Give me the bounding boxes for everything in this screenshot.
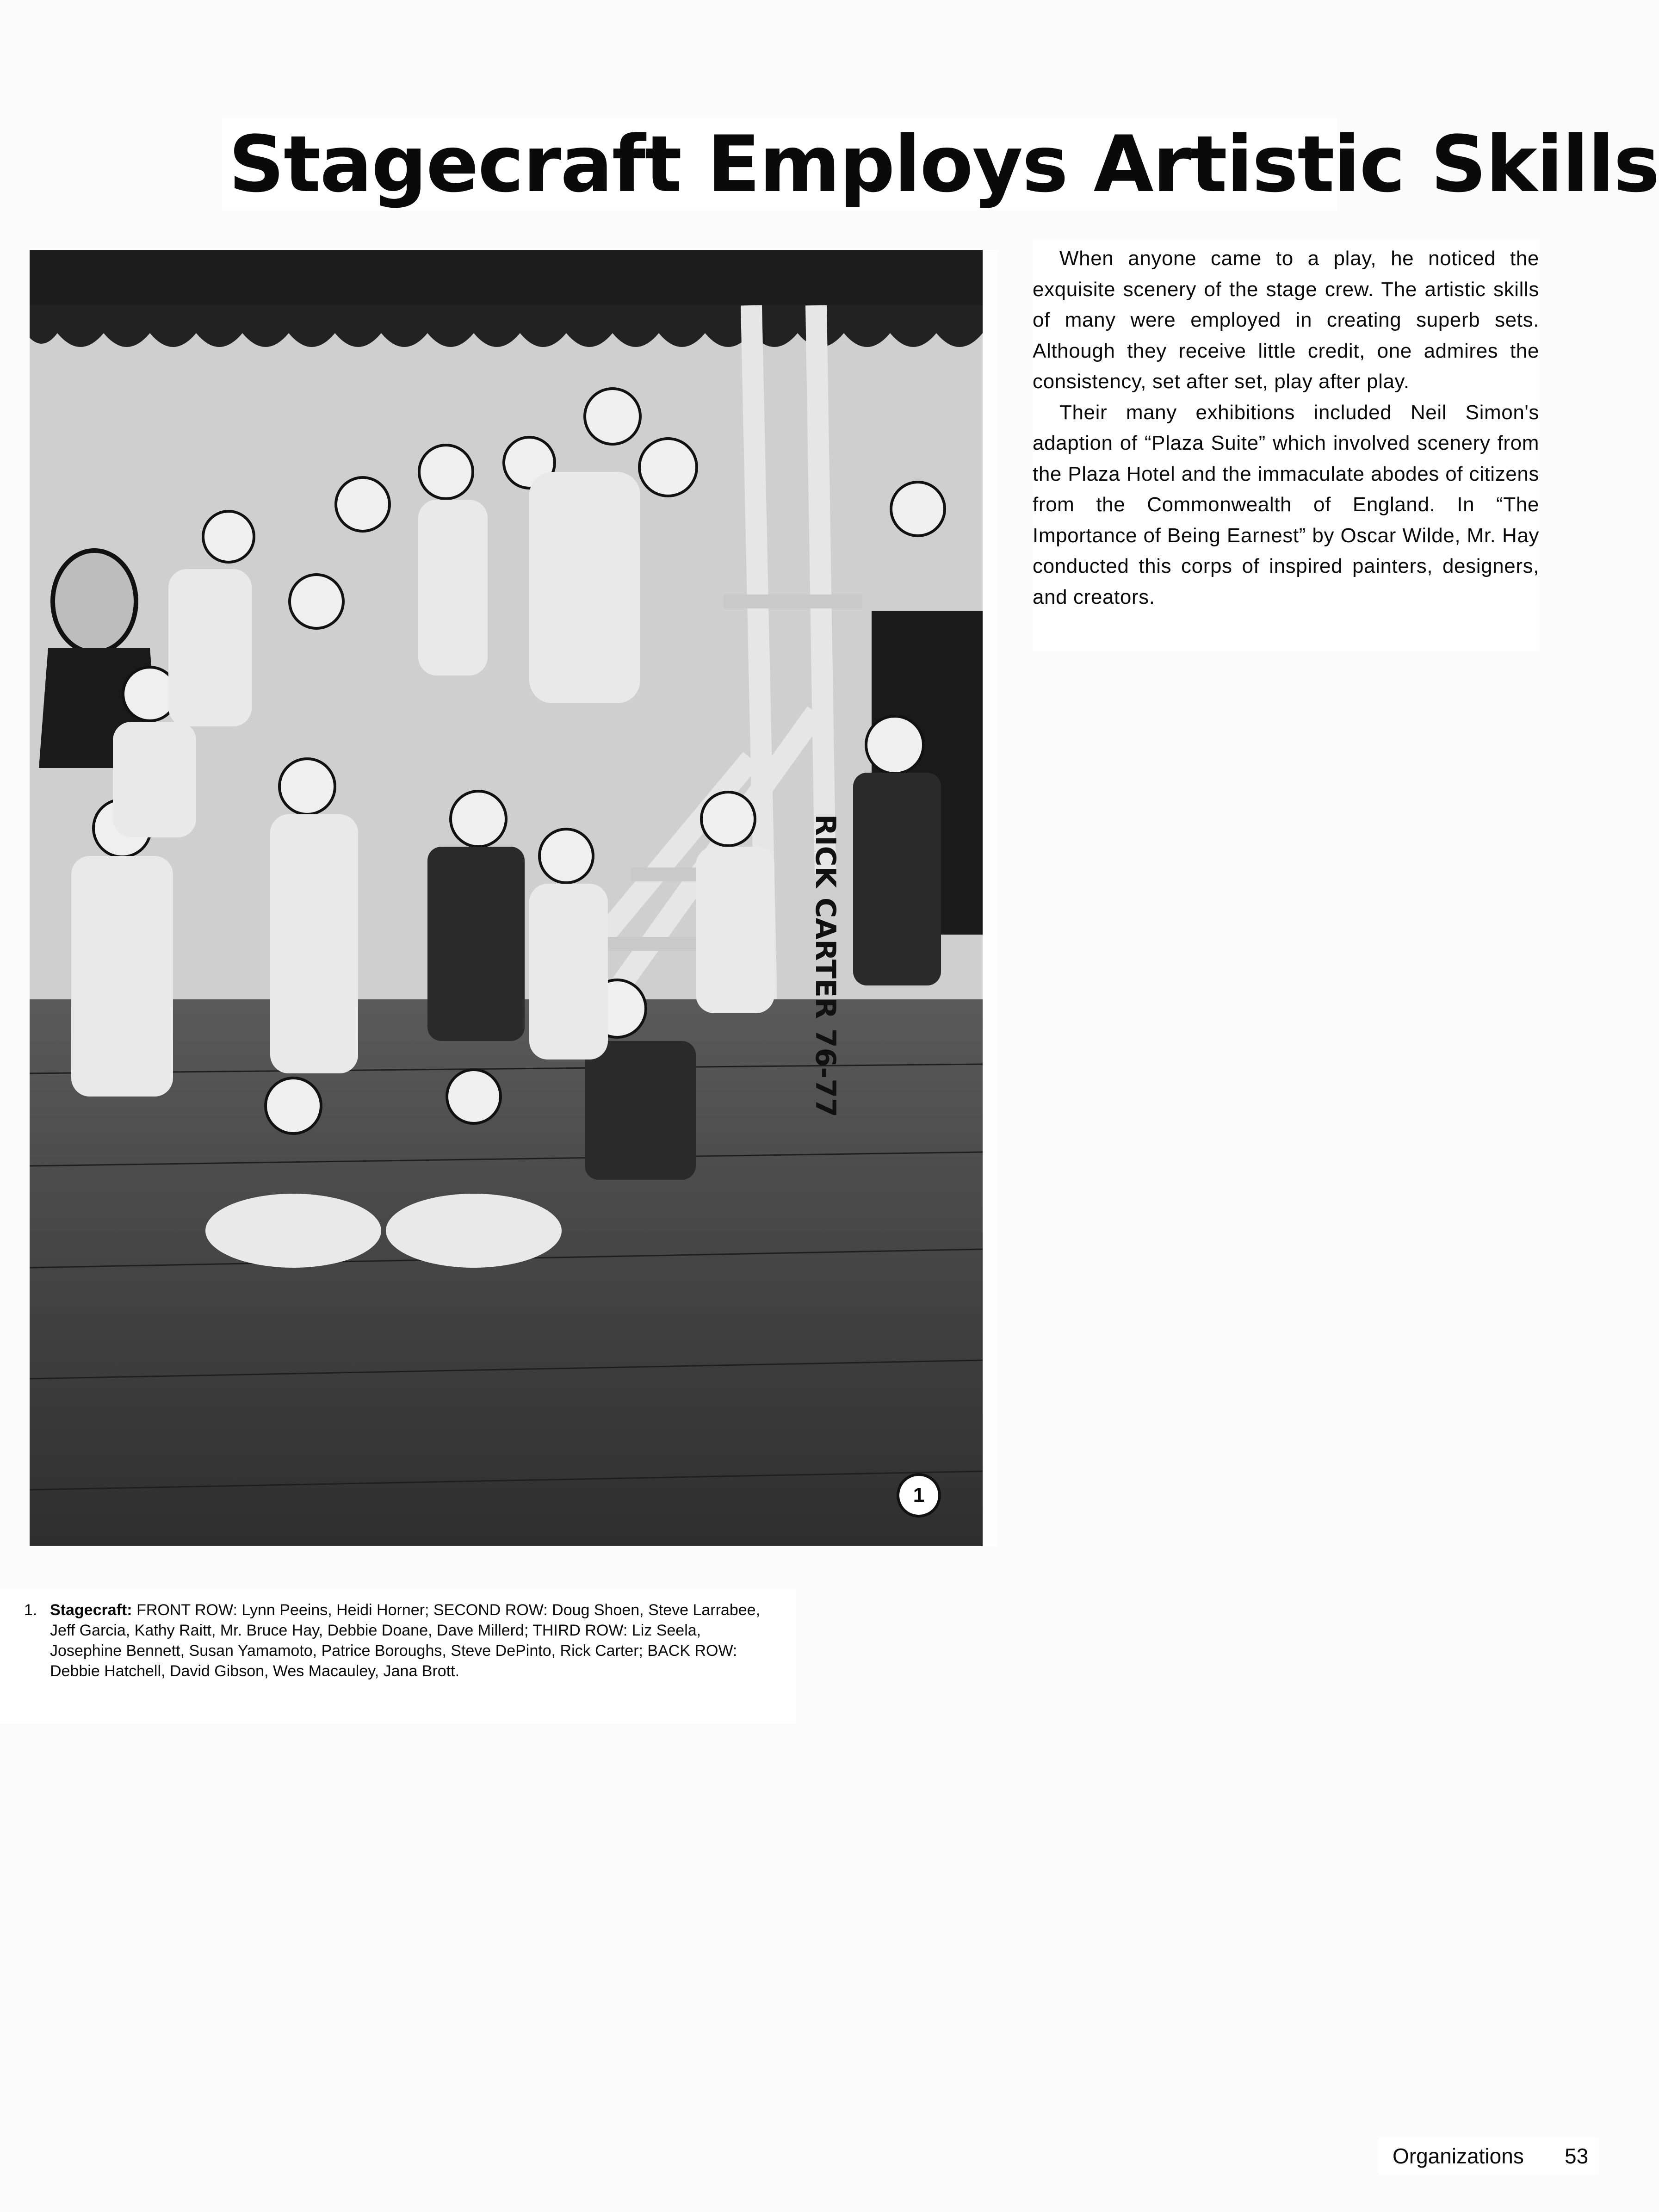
caption-title: Stagecraft: [50, 1601, 132, 1619]
caption-text [50, 1600, 772, 1681]
group-photo [30, 250, 983, 1546]
footer-section-name: Organizations [1393, 2144, 1524, 2168]
group-photo-frame [30, 250, 997, 1546]
photo-caption [0, 1590, 796, 1724]
article-body [1033, 240, 1539, 651]
page-footer [1379, 2138, 1598, 2175]
photo-number-badge: 1 [897, 1473, 941, 1518]
group-photo-illustration [30, 250, 983, 1546]
page-number: 53 [1565, 2144, 1589, 2168]
article-paragraph: Their many exhibitions included Neil Simon's adaption of “Plaza Suite” which involved scenery from the Plaza Hotel and the immaculate abodes of citizens from the Commonwealth of England. In “The Importance of Being Earnest” by Oscar Wilde, Mr. Hay conducted this corps of inspired painters, designers, and creators. [1033, 401, 1539, 608]
set-lettering: RICK CARTER 76-77 [809, 814, 842, 1117]
caption-number: 1. [24, 1601, 37, 1619]
article-paragraph: When anyone came to a play, he noticed the exquisite scenery of the stage crew. The artistic skills of many were employed in creating superb sets. Although they receive little credit, one admires the consistency, set after set, play after play. [1033, 247, 1539, 393]
caption-names: FRONT ROW: Lynn Peeins, Heidi Horner; SECOND ROW: Doug Shoen, Steve Larrabee, Jeff Garcia, Kathy Raitt, Mr. Bruce Hay, Debbie Doane, Dave Millerd; THIRD ROW: Liz Seela, Josephine Bennett, Susan Yamamoto, Patrice Boroughs, Steve DePinto, Rick Carter; BACK ROW: Debbie Hatchell, David Gibson, Wes Macauley, Jana Brott. [50, 1601, 761, 1680]
page-headline: Stagecraft Employs Artistic Skills [222, 118, 1337, 211]
